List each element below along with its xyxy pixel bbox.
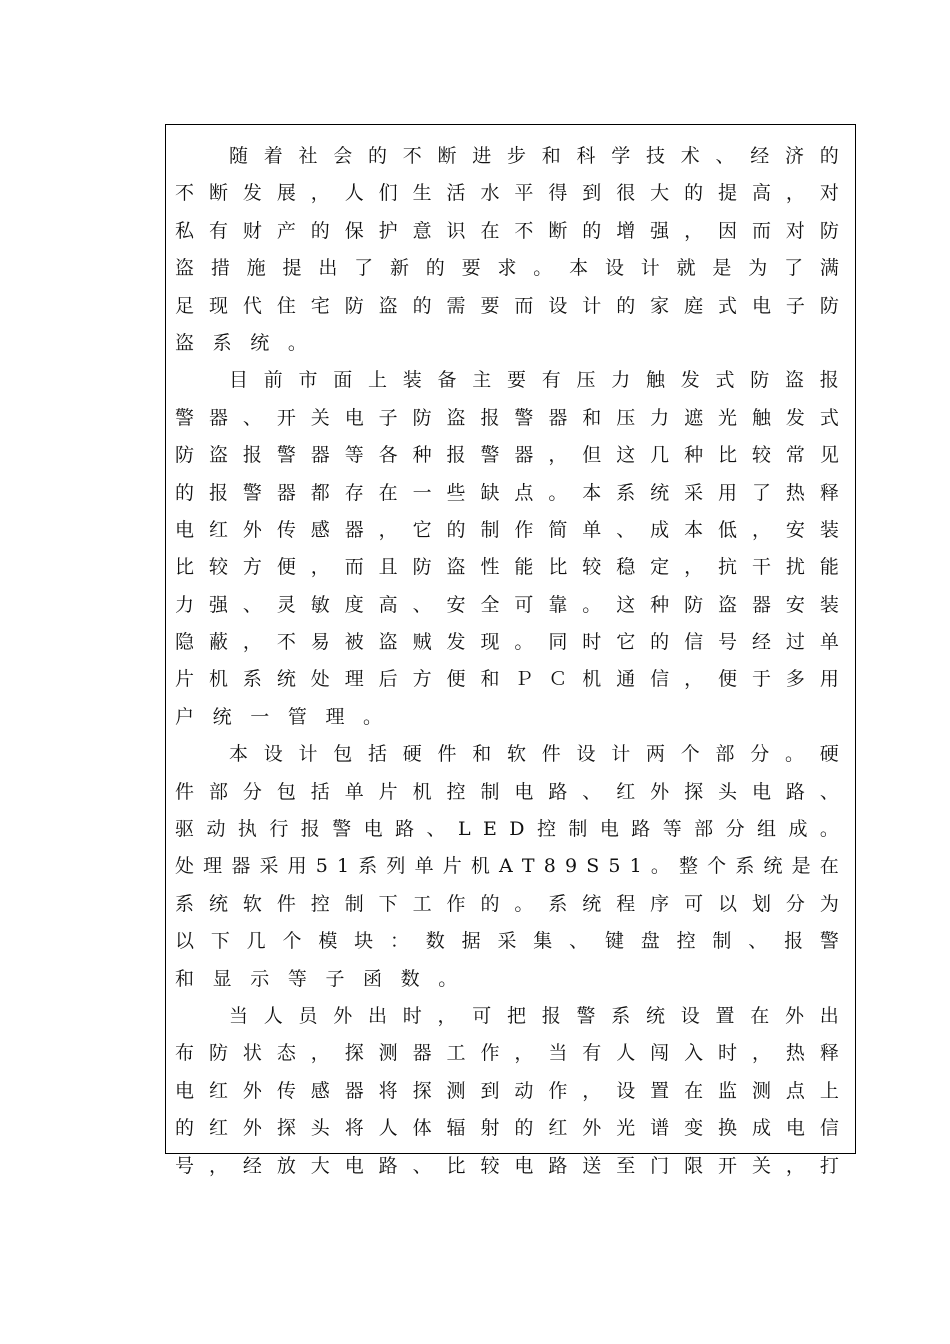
text-line: 本 设 计 包 括 硬 件 和 软 件 设 计 两 个 部 分 。 硬 <box>229 743 839 766</box>
text-line: 的 报 警 器 都 存 在 一 些 缺 点 。 本 系 统 采 用 了 热 释 <box>175 481 839 504</box>
text-line: 足 现 代 住 宅 防 盗 的 需 要 而 设 计 的 家 庭 式 电 子 防 <box>175 294 839 317</box>
text-line: 号 ， 经 放 大 电 路 、 比 较 电 路 送 至 门 限 开 关 ， 打 <box>175 1154 839 1177</box>
paragraph <box>175 362 839 736</box>
text-line: 盗 系 统 。 <box>175 331 307 354</box>
text-line: 目 前 市 面 上 装 备 主 要 有 压 力 触 发 式 防 盗 报 <box>229 369 839 392</box>
paragraph <box>175 736 839 998</box>
text-line: 警 器 、 开 关 电 子 防 盗 报 警 器 和 压 力 遮 光 触 发 式 <box>175 406 839 429</box>
text-line: 防 盗 报 警 器 等 各 种 报 警 器 ， 但 这 几 种 比 较 常 见 <box>175 444 839 467</box>
document-frame <box>165 124 856 1177</box>
text-line: 系 统 软 件 控 制 下 工 作 的 。 系 统 程 序 可 以 划 分 为 <box>175 892 839 915</box>
text-line: 和 显 示 等 子 函 数 。 <box>175 967 458 990</box>
text-line: 布 防 状 态 ， 探 测 器 工 作 ， 当 有 人 闯 入 时 ， 热 释 <box>175 1042 839 1065</box>
text-line: 片 机 系 统 处 理 后 方 便 和 Ｐ Ｃ 机 通 信 ， 便 于 多 用 <box>175 668 839 691</box>
text-line: 不 断 发 展 ， 人 们 生 活 水 平 得 到 很 大 的 提 高 ， 对 <box>175 182 839 205</box>
paragraph <box>175 138 839 362</box>
text-line: 电 红 外 传 感 器 将 探 测 到 动 作 ， 设 置 在 监 测 点 上 <box>175 1079 839 1102</box>
text-line: 力 强 、 灵 敏 度 高 、 安 全 可 靠 。 这 种 防 盗 器 安 装 <box>175 593 839 616</box>
text-line: 私 有 财 产 的 保 护 意 识 在 不 断 的 增 强 ， 因 而 对 防 <box>175 219 839 242</box>
text-line: 处 理 器 采 用 5 1 系 列 单 片 机 A T 8 9 S 5 1 。 整 个 系 统 是 在 <box>175 855 839 878</box>
text-line: 电 红 外 传 感 器 ， 它 的 制 作 简 单 、 成 本 低 ， 安 装 <box>175 518 839 541</box>
document-body <box>175 138 839 1185</box>
paragraph <box>175 998 839 1185</box>
text-line: 件 部 分 包 括 单 片 机 控 制 电 路 、 红 外 探 头 电 路 、 <box>175 780 839 803</box>
text-line: 随 着 社 会 的 不 断 进 步 和 科 学 技 术 、 经 济 的 <box>229 145 839 167</box>
text-line: 当 人 员 外 出 时 ， 可 把 报 警 系 统 设 置 在 外 出 <box>229 1004 839 1027</box>
text-line: 驱 动 执 行 报 警 电 路 、 L E D 控 制 电 路 等 部 分 组 成 。 <box>175 818 839 841</box>
text-line: 户 统 一 管 理 。 <box>175 705 383 728</box>
text-line: 隐 蔽 ， 不 易 被 盗 贼 发 现 。 同 时 它 的 信 号 经 过 单 <box>175 631 839 654</box>
text-line: 盗 措 施 提 出 了 新 的 要 求 。 本 设 计 就 是 为 了 满 <box>175 257 839 280</box>
text-line: 比 较 方 便 ， 而 且 防 盗 性 能 比 较 稳 定 ， 抗 干 扰 能 <box>175 556 839 579</box>
text-line: 的 红 外 探 头 将 人 体 辐 射 的 红 外 光 谱 变 换 成 电 信 <box>175 1117 839 1140</box>
text-line: 以 下 几 个 模 块 ： 数 据 采 集 、 键 盘 控 制 、 报 警 <box>175 930 839 953</box>
